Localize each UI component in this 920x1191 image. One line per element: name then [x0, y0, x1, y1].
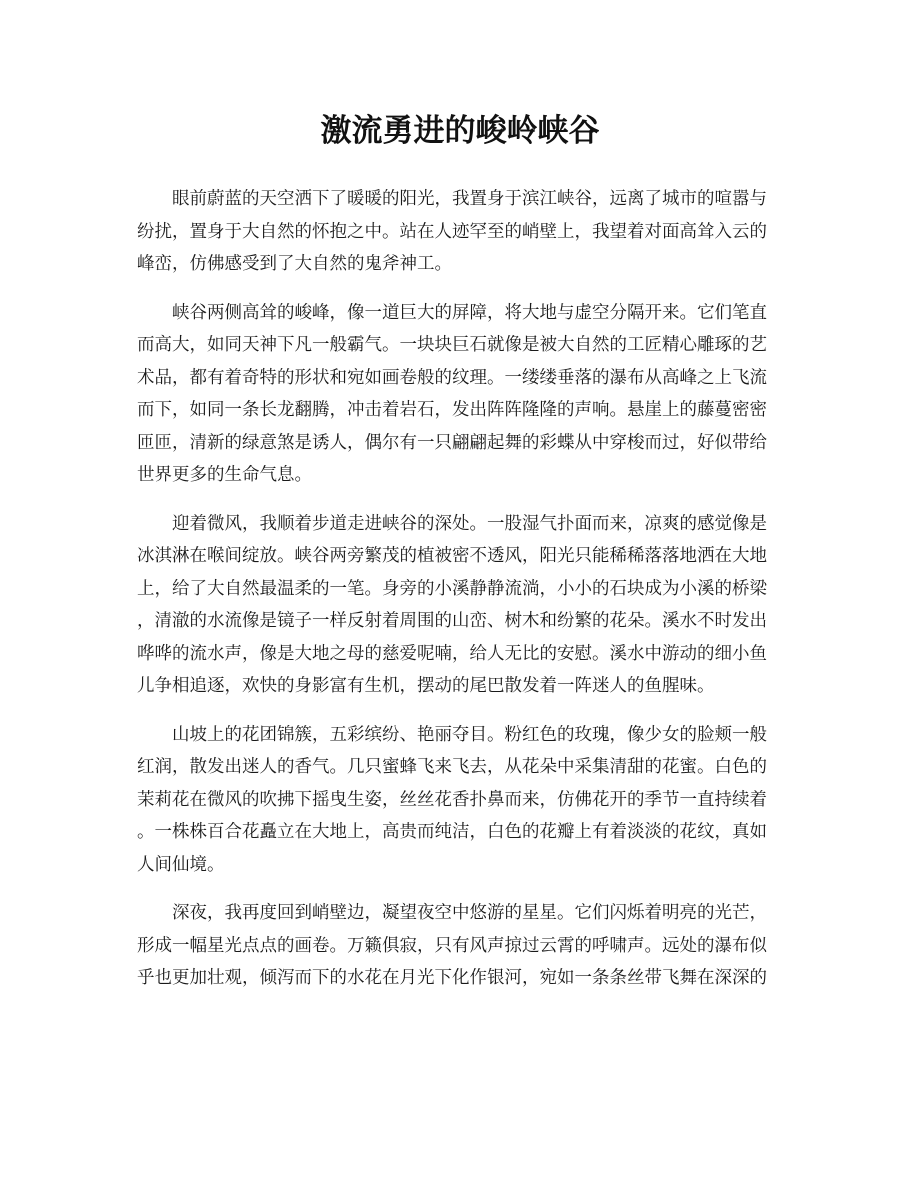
- text-line: 茉莉花在微风的吹拂下摇曳生姿，丝丝花香扑鼻而来，仿佛花开的季节一直持续着: [137, 789, 767, 810]
- text-line: 峰峦，仿佛感受到了大自然的鬼斧神工。: [137, 254, 452, 274]
- text-line: 纷扰，置身于大自然的怀抱之中。站在人迹罕至的峭壁上，我望着对面高耸入云的: [137, 221, 767, 242]
- paragraph: [137, 508, 783, 703]
- text-line: 冰淇淋在喉间绽放。峡谷两旁繁茂的植被密不透风，阳光只能稀稀落落地洒在大地: [137, 546, 767, 566]
- text-line: 眼前蔚蓝的天空洒下了暖暖的阳光，我置身于滨江峡谷，远离了城市的喧嚣与: [172, 189, 767, 209]
- text-line: 人间仙境。: [137, 854, 225, 875]
- text-line: 山坡上的花团锦簇，五彩缤纷、艳丽夺目。粉红色的玫瑰，像少女的脸颊一般: [172, 724, 767, 745]
- text-line: 深夜，我再度回到峭壁边，凝望夜空中悠游的星星。它们闪烁着明亮的光芒，: [172, 903, 767, 923]
- text-line: 形成一幅星光点点的画卷。万籁俱寂，只有风声掠过云霄的呼啸声。远处的瀑布似: [137, 935, 767, 956]
- text-line: 红润，散发出迷人的香气。几只蜜蜂飞来飞去，从花朵中采集清甜的花蜜。白色的: [137, 757, 767, 777]
- text-line: 术品，都有着奇特的形状和宛如画卷般的纹理。一缕缕垂落的瀑布从高峰之上飞流: [137, 367, 767, 388]
- paragraph: [137, 183, 783, 281]
- text-line: 。一株株百合花矗立在大地上，高贵而纯洁，白色的花瓣上有着淡淡的花纹，真如: [137, 822, 767, 842]
- document-title: 激流勇进的峻岭峡谷: [320, 113, 600, 149]
- text-line: 而下，如同一条长龙翻腾，冲击着岩石，发出阵阵隆隆的声响。悬崖上的藤蔓密密: [137, 400, 767, 420]
- text-line: 上，给了大自然最温柔的一笔。身旁的小溪静静流淌，小小的石块成为小溪的桥梁: [137, 578, 767, 599]
- paragraph: [137, 297, 783, 492]
- text-line: 乎也更加壮观，倾泻而下的水花在月光下化作银河，宛如一条条丝带飞舞在深深的: [137, 968, 767, 988]
- paragraph: [137, 897, 783, 995]
- text-line: 儿争相追逐，欢快的身影富有生机，摆动的尾巴散发着一阵迷人的鱼腥味。: [137, 676, 715, 696]
- text-line: 匝匝，清新的绿意煞是诱人，偶尔有一只翩翩起舞的彩蝶从中穿梭而过，好似带给: [137, 432, 767, 453]
- text-line: ，清澈的水流像是镜子一样反射着周围的山峦、树木和纷繁的花朵。溪水不时发出: [137, 611, 767, 631]
- text-line: 哗哗的流水声，像是大地之母的慈爱呢喃，给人无比的安慰。溪水中游动的细小鱼: [137, 643, 767, 664]
- text-line: 峡谷两侧高耸的峻峰，像一道巨大的屏障，将大地与虚空分隔开来。它们笔直: [172, 302, 767, 323]
- text-line: 世界更多的生命气息。: [137, 465, 312, 485]
- document-body: [137, 183, 783, 1011]
- paragraph: [137, 719, 783, 882]
- text-line: 而高大，如同天神下凡一般霸气。一块块巨石就像是被大自然的工匠精心雕琢的艺: [137, 335, 767, 355]
- text-line: 迎着微风，我顺着步道走进峡谷的深处。一股湿气扑面而来，凉爽的感觉像是: [172, 513, 767, 534]
